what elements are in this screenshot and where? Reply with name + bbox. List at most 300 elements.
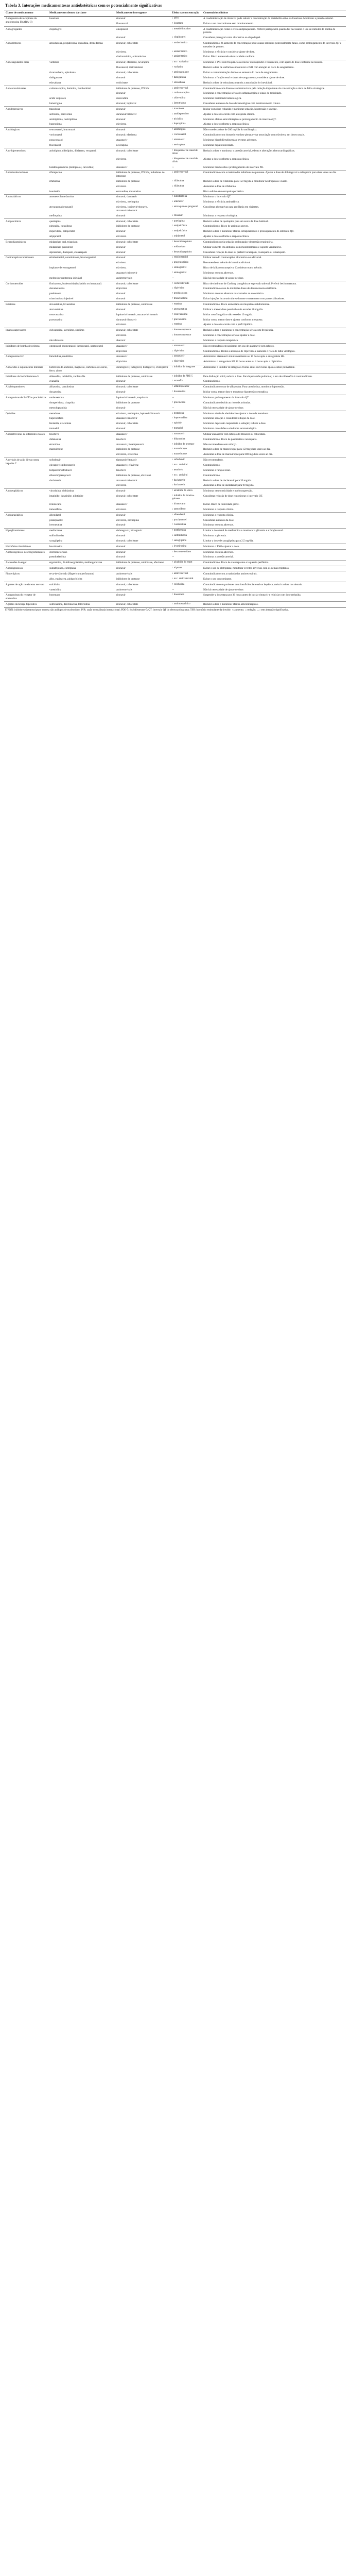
cell-drug-class: Anticonvulsivantes [4,86,48,106]
cell-concentration-effect: ↓ metadona [170,411,202,416]
cell-concentration-effect: ↓ etonogestrel [172,266,187,269]
cell-concentration-effect: ↓ tamoxifeno [172,507,186,511]
cell-drugs-in-class [48,36,115,41]
cell-drug-class: Antagonistas H2 [4,354,48,365]
cell-interacting-drug: lopinavir/ritonavir, atazanavir/ritonavir [116,313,159,316]
table-row [4,292,346,297]
cell-interacting-drug: tipranavir/ritonavir [115,457,170,463]
cell-interacting-drug: omeprazol [115,27,170,36]
cell-interacting-drug: fluconazol [116,22,128,25]
cell-concentration-effect: ↑ anticoagulante [172,71,189,74]
cell-concentration-effect: ↑ estatina [170,302,202,307]
cell-clinical-comment: Monitorar depressão respiratória e sedação; reduzir a dose. [203,422,267,426]
cell-concentration-effect: ↑ antimuscarínico [170,602,202,607]
table-row [4,41,346,49]
cell-drugs-in-class: medroxiprogesterona injetável [49,276,82,280]
table-row [4,16,346,21]
cell-interacting-drug: ritonavir [115,107,170,112]
cell-interacting-drug: inibidores de protease [116,448,140,451]
cell-drugs-in-class: pseudoefedrina [49,555,66,559]
cell-drugs-in-class: atovaquona/proguanil [49,206,73,209]
cell-drugs-in-class: tenofovir [48,432,115,437]
cell-concentration-effect: ↑ antiarrítmico [172,55,187,58]
cell-interacting-drug: ritonavir [116,297,126,301]
cell-drugs-in-class: ácido valproico [49,97,66,100]
cell-clinical-comment: A coadministração de ritonavir pode reduzir a concentração do metabólito ativo da losartana. Monitorar a pressão arterial. [202,16,346,21]
cell-concentration-effect: ↓ aripiprazol [172,235,185,238]
cell-drugs-in-class: vareniclina [49,588,62,591]
table-row [4,27,346,36]
cell-drugs-in-class: midazolam oral, triazolam [48,240,115,245]
cell-clinical-comment: Contraindicado com ritonavir em dose plena; evitar associação com efavirenz em doses usuais. [203,133,305,137]
cell-concentration-effect: ↓ atovaquona e proguanil [172,206,198,209]
cell-interacting-drug: claritromicina, eritromicina [116,55,146,59]
cell-clinical-comment: Limitar a dose total de metformina e monitorar a glicemia e a função renal. [202,528,346,533]
cell-concentration-effect: ↑ rifabutina [172,179,184,182]
table-row [4,395,346,400]
cell-clinical-comment: Contraindicado. [203,380,221,383]
cell-clinical-comment: Considerar aumento da dose de lamotrigina com monitoramento clínico. [203,102,281,106]
table-row [4,101,346,106]
cell-drug-class: Contraceptivos hormonais [4,255,48,281]
cell-drugs-in-class [48,323,115,328]
cell-concentration-effect: ↓ atazanavir [170,432,202,437]
cell-drug-class: Inibidores de bomba de prótons [4,344,48,354]
cell-interacting-drug: efavirenz, nevirapina [116,518,139,522]
cell-interacting-drug: ritonavir [116,380,126,383]
cell-interacting-drug: antirretrovirais [115,571,170,577]
cell-concentration-effect: ↑ dabigatrana [172,76,186,79]
table-row [4,452,346,457]
cell-drugs-in-class [48,21,115,26]
table-row [4,229,346,234]
cell-interacting-drug: nevirapina [116,143,128,147]
cell-drugs-in-class: ergotamina, di-hidroergotamina, metilergonovina [48,560,115,566]
table-row [4,333,346,338]
cell-drugs-in-class: quetiapina [48,218,115,224]
cell-interacting-drug: ritonavir [116,214,126,217]
cell-interacting-drug: ritonavir, cobicistate [115,148,170,157]
cell-drugs-in-class [48,483,115,488]
cell-drugs-in-class [48,55,115,60]
cell-concentration-effect: ↑ maraviroque [172,448,187,451]
cell-clinical-comment: Monitorar a concentração sérica de carbamazepina e sinais de toxicidade. [203,92,282,95]
cell-concentration-effect: ↑ tricíclico [172,117,183,121]
table-row [4,189,346,194]
cell-clinical-comment: Contraindicado. [203,473,221,477]
cell-drugs-in-class: rosuvastatina [49,313,64,316]
cell-clinical-comment: Monitorar convulsões e síndrome serotoninérgica. [203,427,257,431]
table-row [4,390,346,395]
cell-drugs-in-class: dextrometorfano [48,550,115,555]
cell-concentration-effect: ↑ didanosina [172,437,185,440]
cell-interacting-drug: atazanavir [115,354,170,359]
cell-clinical-comment: Reduzir a dose de rifabutina para 150 mg/dia e monitorar neutropenia e uveíte. [203,179,288,183]
table-row [4,488,346,494]
cell-concentration-effect: ↓ ativo [170,16,202,21]
cell-concentration-effect: ↑ ou ↓ antiviral [172,473,188,477]
cell-concentration-effect: ↑ corticosteroide [170,281,202,286]
cell-concentration-effect: ↓ clopidogrel [172,36,186,39]
table-row [4,528,346,533]
cell-drugs-in-class: ledipasvir/sofosbuvir [49,468,72,472]
cell-concentration-effect: ↓ levotiroxina [170,544,202,550]
cell-drugs-in-class [48,157,115,165]
cell-drugs-in-class: alprazolam, diazepam, clonazepam [49,250,87,254]
cell-interacting-drug: ritonavir, cobicistate [115,582,170,587]
cell-concentration-effect: ↑ pravastatina [172,318,186,321]
cell-clinical-comment: Monitorar a resposta terapêutica. [203,338,239,342]
cell-interacting-drug: ritonavir, cobicistate [116,495,138,498]
cell-drugs-in-class: imatinibe, dasatinibe, nilotinibe [49,495,83,498]
table-row [4,365,346,374]
cell-interacting-drug: darunavir/ritonavir [116,318,137,321]
cell-drugs-in-class: triancinolona injetável [49,297,74,301]
table-row [4,360,346,365]
table-row [4,184,346,189]
table-row [4,550,346,555]
cell-interacting-drug: ritonavir, efavirenz [116,133,137,137]
cell-drugs-in-class: pravastatina [49,318,63,321]
cell-interacting-drug: ritonavir [115,513,170,518]
cell-drugs-in-class [48,65,115,71]
table-row [4,328,346,333]
header-drug-class: Classe de medicamento [4,10,48,16]
cell-clinical-comment: Monitorar eventos adversos. [202,550,346,555]
table-row [4,602,346,607]
cell-concentration-effect: ↑ doxazosina [172,391,186,394]
cell-clinical-comment: Contraindicado pela sedação prolongada e depressão respiratória. [202,240,346,245]
cell-interacting-drug: efavirenz, nevirapina [116,200,139,204]
table-row [4,194,346,199]
table-row [4,513,346,518]
cell-interacting-drug: ritonavir [116,245,126,249]
cell-drugs-in-class: fluconazol [49,143,61,147]
cell-concentration-effect: ↓ imunossupressor [172,334,191,337]
cell-interacting-drug: efavirenz, nevirapina, lopinavir/ritonavir [115,411,170,416]
cell-interacting-drug: atazanavir [116,503,128,506]
cell-concentration-effect: ↓ maraviroque [172,453,187,456]
table-row [4,179,346,184]
table-row [4,91,346,96]
cell-concentration-effect: ↑ ou ↓ antiviral [172,463,188,466]
cell-interacting-drug: ritonavir [116,534,126,538]
cell-drugs-in-class: maraviroque [49,448,63,451]
cell-concentration-effect: ↓ antiarrítmico [172,50,187,53]
cell-drugs-in-class: colchicina [48,582,115,587]
table-row [4,502,346,507]
cell-drugs-in-class: saxagliptina [49,539,63,543]
cell-drugs-in-class: erva-de-são-joão (Hypericum perforatum) [48,571,115,577]
cell-drug-class: Antipsicóticos [4,218,48,239]
cell-interacting-drug: tenofovir [116,468,127,472]
cell-concentration-effect: ↑ atazanavir [172,138,185,141]
table-row [4,478,346,483]
table-row [4,523,346,528]
table-row [4,36,346,41]
table-row [4,281,346,286]
table-row [4,80,346,86]
cell-concentration-effect: ↑ rosuvastatina [172,313,188,316]
table-row [4,400,346,405]
cell-interacting-drug: ritonavir [115,544,170,550]
cell-drugs-in-class: dexametasona [49,287,65,291]
cell-interacting-drug: efavirenz [116,323,127,327]
table-row [4,421,346,427]
cell-interacting-drug: inibidores de protease, cobicistate [115,374,170,379]
cell-concentration-effect: ↑ antipsicótico [172,225,187,228]
cell-drug-class: Estatinas [4,302,48,328]
table-row [4,384,346,389]
table-row [4,447,346,452]
cell-drugs-in-class: elbasvir/grazoprevir [49,473,71,477]
cell-interacting-drug: ritonavir, cobicistate [115,218,170,224]
cell-interacting-drug: efavirenz [116,50,127,54]
cell-interacting-drug: inibidores de protease [116,179,140,183]
cell-drugs-in-class: voriconazol [49,133,62,137]
cell-drug-class: Antiácidos e suplementos minerais [4,365,48,374]
cell-clinical-comment: Evitar o uso de eletriptana; monitorar eventos adversos com os demais triptanos. [202,566,346,571]
table-row [4,463,346,468]
table-row [4,276,346,281]
cell-concentration-effect: ↓ sofosbuvir [170,457,202,463]
cell-concentration-effect: ↑ benzodiazepínico [170,240,202,245]
cell-drugs-in-class: ondansetrona [48,395,115,400]
cell-concentration-effect: ↑ inibidor de protease [172,443,195,446]
cell-concentration-effect: ↓ sulfonilureia [172,534,187,537]
table-row [4,405,346,411]
cell-clinical-comment: Iniciar com a menor dose e monitorar hipotensão ortostática. [203,391,269,394]
cell-drugs-in-class: praziquantel [49,518,63,522]
cell-concentration-effect: ↓ rilpivirina [172,360,184,363]
table-row [4,323,346,328]
cell-clinical-comment: Contraindicado em pacientes com insuficiência renal ou hepática; reduzir a dose nos demais. [202,582,346,587]
cell-drugs-in-class: solifenacina, darifenacina, tolterodina [48,602,115,607]
cell-interacting-drug: antirretrovirais [116,276,132,280]
cell-concentration-effect: ↓ ritonavir [172,214,183,217]
cell-concentration-effect: ↑ triptano [170,566,202,571]
cell-interacting-drug: atazanavir [116,165,128,169]
header-clinical-comments: Comentários clínicos [202,10,346,16]
cell-clinical-comment: Monitorar a função renal. [203,468,231,472]
cell-interacting-drug: ritonavir, cobicistate [115,384,170,389]
cell-drugs-in-class [48,200,115,205]
cell-clinical-comment: Evitar. Risco aumentado de toxicidade cardíaca. [203,55,255,59]
cell-drugs-in-class: levotiroxina [48,544,115,550]
cell-drugs-in-class: rifabutina [49,179,60,183]
cell-concentration-effect: ↑ tenofovir [172,468,184,471]
table-row [4,286,346,292]
cell-concentration-effect: ↓ voriconazol [172,133,186,137]
table-row [4,468,346,473]
cell-clinical-comment: Evitar o uso concomitante. [203,577,232,581]
cell-concentration-effect: ↑ antifúngico [170,127,202,132]
cell-drugs-in-class: posaconazol [49,138,63,142]
cell-interacting-drug: ritonavir [116,523,126,527]
cell-concentration-effect: ↓ antirretroviral [170,170,202,179]
cell-clinical-comment: Risco aditivo de neuropatia periférica. [203,190,244,193]
cell-drugs-in-class: etinilestradiol, noretindrona, levonorgestrel [48,255,115,260]
cell-clinical-comment: Evitar injeções intra-articulares durante o tratamento com potencializadores. [203,297,285,301]
cell-clinical-comment: Reduzir a dose e monitorar a concentração sérica com frequência. [202,328,346,333]
cell-drug-class: Imunossupressores [4,328,48,344]
cell-interacting-drug: ritonavir [116,308,126,311]
cell-concentration-effect: ↑ saxagliptina [172,539,186,542]
cell-drugs-in-class: midazolam parenteral [49,245,73,249]
cell-clinical-comment: Monitorar eventos adversos. [203,271,234,275]
cell-drug-class: Antagonistas de 5-HT3 e procinéticos [4,395,48,411]
cell-drug-class: Antitussígenos e descongestionantes [4,550,48,561]
cell-clinical-comment: Monitorar o TSH e ajustar a dose. [202,544,346,550]
cell-clinical-comment: Para disfunção erétil, reduzir a dose. Para hipertensão pulmonar, o uso de sildenafila é contraindicado. [202,374,346,379]
cell-drugs-in-class [48,360,115,365]
cell-interacting-drug: ritonavir [116,92,126,95]
cell-drugs-in-class: dabigatrana [49,76,62,79]
cell-clinical-comment: Ajustar a dose conforme a resposta clínica. [203,123,250,126]
cell-drugs-in-class: isoniazida [49,190,61,193]
cell-drug-class: Alcaloides do ergot [4,560,48,566]
cell-interacting-drug: ritonavir, cobicistate [115,240,170,245]
cell-interacting-drug: darunavir/ritonavir [116,112,137,116]
table-row [4,55,346,60]
cell-clinical-comment: Aumentar a dose de rifabutina. [203,184,237,188]
table-row [4,65,346,71]
cell-clinical-comment: Monitorar sinais de abstinência e ajustar a dose de metadona. [202,411,346,416]
table-row [4,250,346,255]
cell-drug-class: Antimigranosos [4,566,48,571]
cell-concentration-effect: ↑ etonogestrel [172,271,187,274]
cell-clinical-comment: Monitorar sedação e considerar redução da dose. [203,417,256,420]
cell-concentration-effect: ↓ praziquantel [172,518,187,521]
cell-interacting-drug: efavirenz [116,507,127,511]
cell-drugs-in-class: ivermectina [49,523,62,527]
cell-drugs-in-class: famotidina, ranitidina [48,354,115,359]
cell-drugs-in-class: clopidogrel [48,27,115,36]
cell-interacting-drug: antirretrovirais [116,588,132,591]
cell-concentration-effect: ↓ rifabutina [172,184,184,188]
table-row [4,411,346,416]
cell-concentration-effect: ↑ prednisolona [172,292,187,295]
cell-interacting-drug: ritonavir, cobicistate [115,328,170,333]
cell-clinical-comment: Administrar o inibidor de integrase 2 horas antes ou 6 horas após o cátion polivalente. [202,365,346,374]
cell-concentration-effect: ↑ opioide [172,422,182,425]
cell-drug-class: Antivirais de ação direta contra hepatite C [4,457,48,488]
table-body [4,16,346,607]
table-row [4,255,346,260]
table-row [4,582,346,587]
cell-clinical-comment: Monitorar a pressão arterial. [203,555,234,559]
cell-drugs-in-class: vincristina, vinblastina [48,488,115,494]
cell-drugs-in-class: prednisona [49,292,61,296]
cell-drug-class: Benzodiazepínicos [4,240,48,256]
cell-interacting-drug: ritonavir, darunavir [115,194,170,199]
cell-concentration-effect: ↓ atazanavir [170,354,202,359]
cell-interacting-drug: rilpivirina [116,287,127,291]
cell-drugs-in-class: mefloquina [49,214,62,217]
cell-interacting-drug: dolutegravir, raltegravir, bictegravir, elvitegravir [115,365,170,374]
cell-drugs-in-class: sinvastatina, lovastatina [48,302,115,307]
cell-drug-class: Alfabloqueadores [4,384,48,395]
cell-concentration-effect: ↓ artemeter [172,200,184,204]
cell-concentration-effect: ↓ ou ↑ antirretroviral [172,577,194,580]
table-row [4,170,346,179]
table-row [4,437,346,442]
cell-drugs-in-class: implante de etonogestrel [49,266,76,270]
cell-clinical-comment: Não recomendado sem reforço. [203,443,237,446]
cell-clinical-comment: Não exceder a dose de 200 mg/dia do antifúngico. [202,127,346,132]
table-row [4,245,346,250]
cell-clinical-comment: Contraindicado. Risco aumentado de miopatia e rabdomiólise. [202,302,346,307]
table-row [4,566,346,571]
table-header-row [4,10,346,16]
table-row [4,494,346,502]
cell-drugs-in-class: micofenolato [49,338,64,342]
cell-concentration-effect: ↑ inibidor da PDE-5 [170,374,202,379]
cell-drug-class: Antagonistas do receptor de endotelina [4,592,48,602]
cell-drugs-in-class [48,261,115,266]
cell-drug-class: Anti-hipertensivos [4,148,48,171]
cell-clinical-comment: Contraindicado o uso de múltiplas doses de dexametasona sistêmica. [203,287,277,291]
cell-concentration-effect: ↓ etinilestradiol [170,255,202,260]
table-row [4,122,346,127]
cell-drugs-in-class: alfuzosina, tansulosina [48,384,115,389]
table-row [4,75,346,80]
table-row [4,518,346,523]
cell-clinical-comment: Ajustar a dose de acordo com o perfil lipídico. [203,323,253,327]
header-interacting-drug: Medicamento interagente [115,10,170,16]
cell-drugs-in-class: daclatasvir [49,479,61,482]
cell-interacting-drug: fluconazol, metronidazol [116,66,143,70]
table-row [4,218,346,224]
cell-clinical-comment: A coadministração reduz o efeito antiplaquetário. Preferir pantoprazol quando for necessário o uso de inibidor de bomba de prótons. [202,27,346,36]
cell-clinical-comment: Contraindicado com a maioria dos inibidores de protease. Ajustar a dose de dolutegravir e raltegravir para duas vezes ao dia. [202,170,346,179]
cell-clinical-comment: Reduzir a dose de varfarina e monitorar o INR com atenção ao risco de sangramento. [203,66,294,70]
cell-concentration-effect: ↑ tramadol [172,427,183,430]
cell-clinical-comment: Aumentar a dose de maraviroque para 600 mg duas vezes ao dia. [203,453,273,456]
cell-interacting-drug: atazanavir/ritonavir [116,271,137,275]
table-row [4,127,346,132]
cell-clinical-comment: Reduzir a dose de quetiapina para um sexto da dose habitual. [202,218,346,224]
cell-clinical-comment: Contraindicado. O aumento da concentração pode causar arritmias potencialmente fatais, como prolongamento do intervalo QT e torsades de pointes. [202,41,346,49]
cell-concentration-effect: ↔ [172,190,174,193]
cell-interacting-drug: ritonavir [116,36,126,40]
cell-concentration-effect: ↓ rilpivirina [172,287,184,290]
table-row [4,317,346,323]
table-row [4,261,346,266]
cell-concentration-effect: ↑ benzodiazepínico [172,250,192,253]
cell-concentration-effect: ↔ [172,276,174,279]
cell-clinical-comment: Considerar prasugrel como alternativa ao clopidogrel. [203,36,261,40]
cell-interacting-drug: ritonavir, cobicistate [115,41,170,49]
cell-clinical-comment: Administrar atazanavir simultaneamente ou 10 horas após o antagonista H2. [202,354,346,359]
cell-interacting-drug: ritonavir [116,292,126,296]
cell-interacting-drug: ritonavir [116,250,126,254]
cell-clinical-comment: Monitorar a concentração sérica e ajustar a dose. [203,334,256,337]
cell-drug-class: Antiparasitários [4,513,48,529]
table-row [4,577,346,582]
cell-clinical-comment: Não há necessidade de ajuste de dose. [203,588,244,591]
cell-concentration-effect: ↑ daclatasvir [172,479,185,482]
cell-interacting-drug: efavirenz, etravirina [116,453,138,456]
cell-interacting-drug: atazanavir [116,138,128,142]
table-row [4,266,346,271]
cell-clinical-comment: Contraindicado o uso de alfuzosina. Para tansulosina, monitorar hipotensão. [202,384,346,389]
cell-clinical-comment: Monitorar eventos adversos. [203,523,234,527]
cell-drugs-in-class [48,349,115,354]
table-row [4,234,346,239]
table-row [4,205,346,214]
table-row [4,344,346,349]
